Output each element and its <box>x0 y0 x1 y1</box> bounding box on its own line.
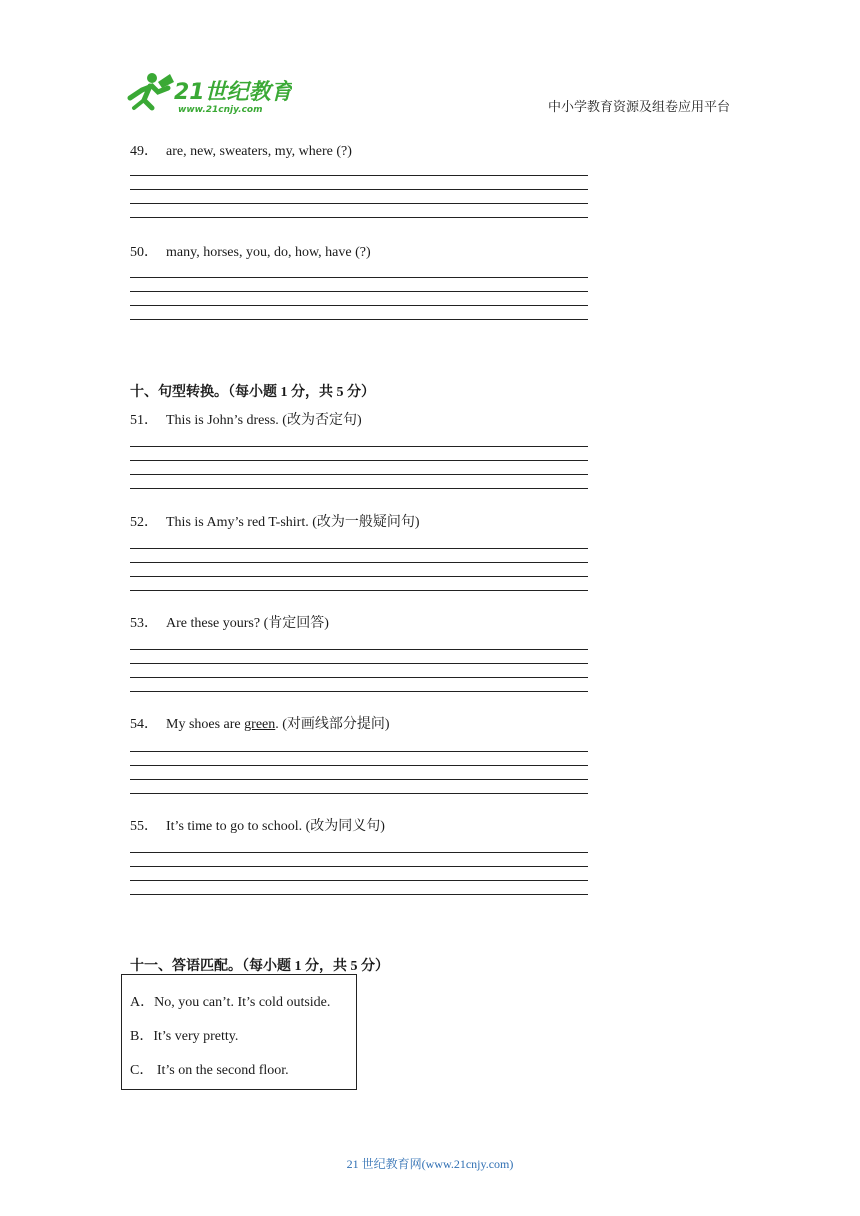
question-number: 49． <box>130 144 158 159</box>
question-number: 52． <box>130 515 158 530</box>
question-number: 50． <box>130 245 158 260</box>
logo <box>122 68 292 116</box>
platform-title: 中小学教育资源及组卷应用平台 <box>548 99 731 114</box>
question-51 <box>130 409 362 429</box>
question-52 <box>130 511 420 531</box>
question-text: many, horses, you, do, how, have (?) <box>166 245 371 260</box>
footer-link[interactable]: 21 世纪教育网(www.21cnjy.com) <box>346 1157 514 1171</box>
question-number: 53． <box>130 616 158 631</box>
question-text: This is Amy’s red T-shirt. (改为一般疑问句) <box>166 515 420 530</box>
question-number: 51． <box>130 413 158 428</box>
question-54 <box>130 713 390 733</box>
question-55 <box>130 815 385 835</box>
option-c: C． It’s on the second floor. <box>130 1063 289 1078</box>
question-53 <box>130 612 329 632</box>
runner-logo-icon <box>122 68 292 116</box>
question-number: 55． <box>130 819 158 834</box>
section-10-title: 十、句型转换。（每小题 1 分，共 5 分） <box>130 385 375 400</box>
question-49 <box>130 140 352 160</box>
question-text-post: . (对画线部分提问) <box>275 717 390 732</box>
svg-text:www.21cnjy.com: www.21cnjy.com <box>178 105 263 115</box>
option-b: B．It’s very pretty. <box>130 1029 239 1044</box>
question-text: are, new, sweaters, my, where (?) <box>166 144 352 159</box>
question-number: 54． <box>130 717 158 732</box>
section-11-title: 十一、答语匹配。（每小题 1 分，共 5 分） <box>130 959 389 974</box>
option-a: A．No, you can’t. It’s cold outside. <box>130 995 331 1010</box>
question-text: This is John’s dress. (改为否定句) <box>166 413 362 428</box>
answer-options-box <box>121 974 357 1090</box>
question-text-pre: My shoes are <box>166 717 245 732</box>
question-50 <box>130 241 371 261</box>
svg-text:21世纪教育: 21世纪教育 <box>174 80 292 105</box>
question-text: Are these yours? (肯定回答) <box>166 616 329 631</box>
question-text: It’s time to go to school. (改为同义句) <box>166 819 385 834</box>
underlined-word: green <box>244 717 276 732</box>
